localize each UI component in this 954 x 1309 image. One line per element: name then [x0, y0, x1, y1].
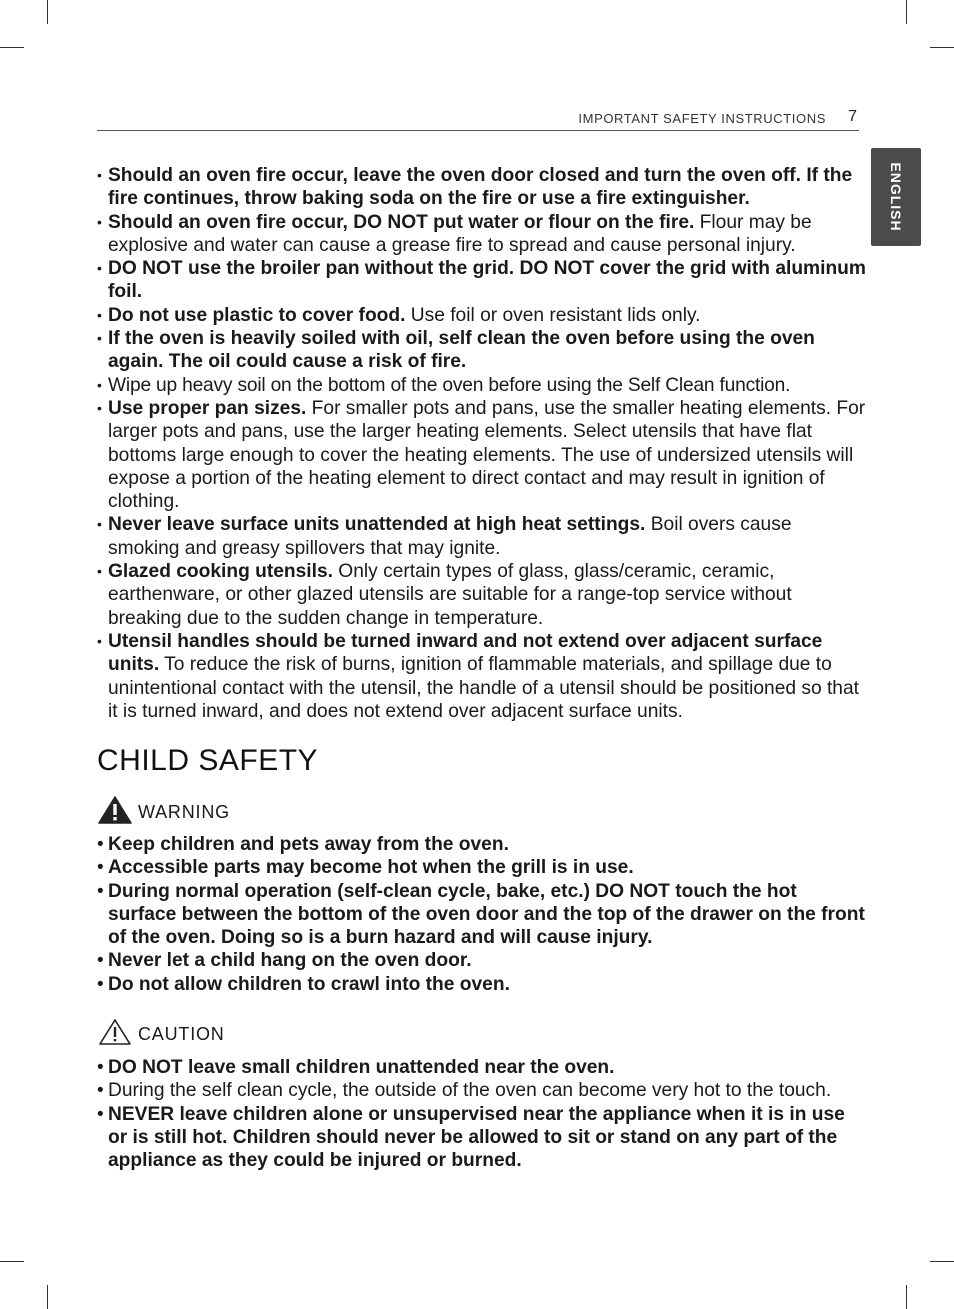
crop-mark [906, 1285, 907, 1309]
list-item [97, 164, 867, 211]
safety-list [97, 164, 867, 723]
list-item [97, 1103, 867, 1173]
item-text: For smaller pots and pans, use the smaller heating elements. For larger pots and pans, use the larger heating elements. Select utensils that have flat bottoms large enough to cover the heating elements. The use of undersized utensils will expose a portion of the heating element to direct contact and may result in ignition of clothing. [108, 397, 866, 513]
crop-mark [47, 0, 48, 24]
list-item [97, 374, 867, 397]
warning-list [97, 833, 867, 996]
item-emphasis: Should an oven fire occur, leave the oven door closed and turn the oven off. If the fire continues, throw baking soda on the fire or use a fire extinguisher. [108, 165, 853, 210]
list-item [97, 630, 867, 723]
list-item [97, 257, 867, 304]
section-title: IMPORTANT SAFETY INSTRUCTIONS [578, 111, 826, 126]
item-emphasis: Keep children and pets away from the oven. [108, 834, 509, 855]
crop-mark [0, 47, 24, 48]
crop-mark [930, 47, 954, 48]
list-item [97, 327, 867, 374]
list-item [97, 397, 867, 513]
list-item [97, 833, 867, 856]
list-item [97, 560, 867, 630]
item-text: Boil overs cause smoking and greasy spillovers that may ignite. [108, 514, 792, 559]
warning-icon [98, 796, 132, 824]
item-emphasis: Do not allow children to crawl into the oven. [108, 973, 510, 995]
item-emphasis: DO NOT leave small children unattended near the oven. [108, 1057, 615, 1078]
item-text: During the self clean cycle, the outside of the oven can become very hot to the touch. [108, 1080, 832, 1102]
item-emphasis: Utensil handles should be turned inward and not extend over adjacent surface units. [108, 630, 823, 676]
item-emphasis: Should an oven fire occur, DO NOT put water or flour on the fire. [108, 211, 695, 233]
item-emphasis: NEVER leave children alone or unsupervised near the appliance when it is in use or is still hot. Children should never be allowed to sit or stand on any part of the appliance as they could be injured or burned. [108, 1103, 845, 1172]
language-label: ENGLISH [888, 162, 904, 232]
list-item [97, 1079, 867, 1102]
item-emphasis: Use proper pan sizes. [108, 397, 307, 419]
list-item [97, 304, 867, 327]
item-text: To reduce the risk of burns, ignition of flammable materials, and spillage due to unintentional contact with the utensil, the handle of a utensil should be positioned so that it is turned inward, and does not extend over adjacent surface units. [108, 654, 859, 722]
page-number: 7 [848, 108, 857, 125]
item-text: Wipe up heavy soil on the bottom of the oven before using the Self Clean function. [108, 374, 791, 396]
list-item [97, 880, 867, 950]
item-emphasis: Never let a child hang on the oven door. [108, 950, 472, 972]
crop-mark [47, 1285, 48, 1309]
crop-mark [906, 0, 907, 24]
language-tab [871, 148, 921, 246]
item-emphasis: If the oven is heavily soiled with oil, self clean the oven before using the oven again. The oil could cause a risk of fire. [108, 328, 815, 373]
list-item [97, 856, 867, 879]
section-heading: CHILD SAFETY [97, 744, 319, 777]
item-emphasis: Never leave surface units unattended at high heat settings. [108, 514, 646, 536]
caution-text: CAUTION [138, 1024, 225, 1044]
list-item [97, 1056, 867, 1079]
list-item [97, 513, 867, 560]
crop-mark [930, 1261, 954, 1262]
crop-mark [0, 1261, 24, 1262]
page-header [97, 108, 859, 131]
warning-text: WARNING [138, 802, 230, 822]
item-emphasis: DO NOT use the broiler pan without the grid. DO NOT cover the grid with aluminum foil. [108, 258, 866, 303]
list-item [97, 211, 867, 258]
list-item [97, 949, 867, 972]
caution-icon [98, 1018, 132, 1046]
item-text: Use foil or oven resistant lids only. [405, 304, 701, 326]
item-emphasis: During normal operation (self-clean cycle, bake, etc.) DO NOT touch the hot surface between the bottom of the oven door and the top of the drawer on the front of the oven. Doing so is a burn hazard and will cause injury. [108, 880, 865, 949]
item-text: Only certain types of glass, glass/ceramic, ceramic, earthenware, or other glazed utensils are suitable for a range-top service without breaking due to the sudden change in temperature. [108, 561, 792, 629]
item-emphasis: Glazed cooking utensils. [108, 561, 333, 583]
item-emphasis: Do not use plastic to cover food. [108, 304, 406, 326]
caution-list [97, 1056, 867, 1172]
item-text: Flour may be explosive and water can cause a grease fire to spread and cause personal injury. [108, 211, 812, 256]
item-emphasis: Accessible parts may become hot when the grill is in use. [108, 857, 634, 879]
list-item [97, 973, 867, 996]
